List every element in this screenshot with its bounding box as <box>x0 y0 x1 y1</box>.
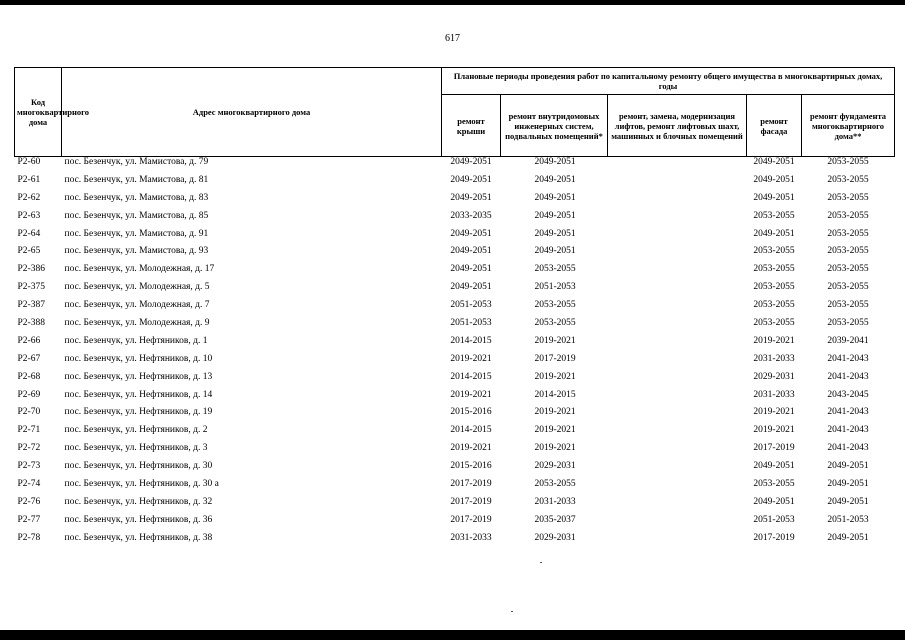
scan-speck <box>511 611 513 612</box>
cell-systems: 2049-2051 <box>534 246 576 257</box>
cell-foundation: 2049-2051 <box>827 479 869 490</box>
cell-lifts <box>608 533 747 551</box>
cell-roof: 2019-2021 <box>450 389 492 400</box>
cell-roof: 2031-2033 <box>450 532 492 543</box>
cell-lifts <box>608 425 747 443</box>
cell-foundation: 2053-2055 <box>827 264 869 275</box>
cell-address: пос. Безенчук, ул. Нефтяников, д. 14 <box>64 389 213 400</box>
repair-schedule-table <box>14 67 895 551</box>
cell-foundation: 2053-2055 <box>827 157 869 167</box>
cell-facade: 2019-2021 <box>753 407 795 418</box>
cell-roof: 2049-2051 <box>450 192 492 203</box>
cell-foundation: 2049-2051 <box>827 461 869 472</box>
cell-systems: 2019-2021 <box>534 371 576 382</box>
cell-systems: 2053-2055 <box>534 318 576 329</box>
cell-foundation: 2049-2051 <box>827 532 869 543</box>
cell-foundation: 2053-2055 <box>827 282 869 293</box>
cell-lifts <box>608 193 747 211</box>
cell-code: Р2-72 <box>17 443 41 454</box>
cell-lifts <box>608 372 747 390</box>
cell-systems: 2014-2015 <box>534 389 576 400</box>
cell-address: пос. Безенчук, ул. Мамистова, д. 85 <box>64 210 209 221</box>
cell-code: Р2-77 <box>17 514 41 525</box>
bottom-rule <box>0 630 905 640</box>
cell-roof: 2014-2015 <box>450 335 492 346</box>
cell-address: пос. Безенчук, ул. Нефтяников, д. 32 <box>64 496 213 507</box>
header-address: Адрес многоквартирного дома <box>62 68 442 157</box>
cell-lifts <box>608 264 747 282</box>
cell-foundation: 2053-2055 <box>827 210 869 221</box>
cell-facade: 2031-2033 <box>753 389 795 400</box>
cell-lifts <box>608 479 747 497</box>
cell-lifts <box>608 497 747 515</box>
cell-code: Р2-63 <box>17 210 41 221</box>
cell-roof: 2017-2019 <box>450 496 492 507</box>
cell-lifts <box>608 157 747 175</box>
cell-lifts <box>608 443 747 461</box>
cell-foundation: 2053-2055 <box>827 318 869 329</box>
cell-address: пос. Безенчук, ул. Молодежная, д. 9 <box>64 318 210 329</box>
cell-address: пос. Безенчук, ул. Нефтяников, д. 36 <box>64 514 213 525</box>
cell-lifts <box>608 515 747 533</box>
table-header <box>15 68 895 157</box>
table-body <box>15 157 895 551</box>
cell-systems: 2035-2037 <box>534 514 576 525</box>
cell-facade: 2053-2055 <box>753 264 795 275</box>
table-row <box>15 372 895 390</box>
cell-address: пос. Безенчук, ул. Мамистова, д. 81 <box>64 174 209 185</box>
header-roof: ремонт крыши <box>442 95 501 157</box>
cell-lifts <box>608 211 747 229</box>
table-row <box>15 461 895 479</box>
cell-systems: 2019-2021 <box>534 443 576 454</box>
cell-lifts <box>608 300 747 318</box>
cell-foundation: 2053-2055 <box>827 192 869 203</box>
table-row <box>15 336 895 354</box>
cell-lifts <box>608 175 747 193</box>
cell-systems: 2049-2051 <box>534 210 576 221</box>
cell-code: Р2-61 <box>17 174 41 185</box>
header-group: Плановые периоды проведения работ по капитальному ремонту общего имущества в многоквартирных домах, годы <box>442 68 895 95</box>
table-row <box>15 354 895 372</box>
header-systems: ремонт внутридомовых инженерных систем, подвальных помещений* <box>501 95 608 157</box>
cell-roof: 2033-2035 <box>450 210 492 221</box>
cell-foundation: 2041-2043 <box>827 425 869 436</box>
cell-code: Р2-68 <box>17 371 41 382</box>
cell-code: Р2-70 <box>17 407 41 418</box>
cell-systems: 2031-2033 <box>534 496 576 507</box>
cell-address: пос. Безенчук, ул. Нефтяников, д. 2 <box>64 425 208 436</box>
table-row <box>15 407 895 425</box>
cell-code: Р2-62 <box>17 192 41 203</box>
cell-facade: 2053-2055 <box>753 318 795 329</box>
cell-code: Р2-65 <box>17 246 41 257</box>
top-rule <box>0 0 905 5</box>
cell-address: пос. Безенчук, ул. Мамистова, д. 79 <box>64 157 209 167</box>
cell-foundation: 2053-2055 <box>827 246 869 257</box>
cell-facade: 2049-2051 <box>753 157 795 167</box>
cell-code: Р2-66 <box>17 335 41 346</box>
cell-code: Р2-387 <box>17 300 45 311</box>
table-row <box>15 157 895 175</box>
cell-facade: 2049-2051 <box>753 174 795 185</box>
cell-facade: 2049-2051 <box>753 496 795 507</box>
cell-code: Р2-73 <box>17 461 41 472</box>
cell-foundation: 2041-2043 <box>827 407 869 418</box>
cell-roof: 2049-2051 <box>450 282 492 293</box>
cell-roof: 2049-2051 <box>450 157 492 167</box>
cell-address: пос. Безенчук, ул. Мамистова, д. 91 <box>64 228 209 239</box>
table-row <box>15 193 895 211</box>
cell-foundation: 2049-2051 <box>827 496 869 507</box>
cell-facade: 2051-2053 <box>753 514 795 525</box>
table-row <box>15 264 895 282</box>
cell-systems: 2053-2055 <box>534 300 576 311</box>
cell-address: пос. Безенчук, ул. Нефтяников, д. 38 <box>64 532 213 543</box>
cell-code: Р2-64 <box>17 228 41 239</box>
cell-lifts <box>608 461 747 479</box>
cell-facade: 2017-2019 <box>753 443 795 454</box>
cell-lifts <box>608 390 747 408</box>
table-row <box>15 282 895 300</box>
cell-facade: 2029-2031 <box>753 371 795 382</box>
cell-systems: 2049-2051 <box>534 228 576 239</box>
cell-foundation: 2051-2053 <box>827 514 869 525</box>
header-lifts: ремонт, замена, модернизация лифтов, ремонт лифтовых шахт, машинных и блочных помещений <box>608 95 747 157</box>
table-row <box>15 515 895 533</box>
cell-foundation: 2053-2055 <box>827 228 869 239</box>
table-row <box>15 229 895 247</box>
cell-foundation: 2041-2043 <box>827 353 869 364</box>
cell-roof: 2051-2053 <box>450 300 492 311</box>
cell-facade: 2053-2055 <box>753 246 795 257</box>
table-row <box>15 533 895 551</box>
cell-facade: 2049-2051 <box>753 192 795 203</box>
cell-facade: 2049-2051 <box>753 228 795 239</box>
cell-address: пос. Безенчук, ул. Нефтяников, д. 30 <box>64 461 213 472</box>
cell-code: Р2-67 <box>17 353 41 364</box>
cell-lifts <box>608 354 747 372</box>
table-row <box>15 479 895 497</box>
header-foundation: ремонт фундамента многоквартирного дома** <box>802 95 895 157</box>
cell-roof: 2014-2015 <box>450 425 492 436</box>
cell-foundation: 2039-2041 <box>827 335 869 346</box>
cell-code: Р2-76 <box>17 496 41 507</box>
cell-facade: 2031-2033 <box>753 353 795 364</box>
table-row <box>15 390 895 408</box>
cell-code: Р2-60 <box>17 157 41 167</box>
cell-roof: 2014-2015 <box>450 371 492 382</box>
cell-address: пос. Безенчук, ул. Нефтяников, д. 10 <box>64 353 213 364</box>
cell-systems: 2049-2051 <box>534 192 576 203</box>
cell-systems: 2019-2021 <box>534 407 576 418</box>
cell-roof: 2019-2021 <box>450 353 492 364</box>
cell-foundation: 2041-2043 <box>827 443 869 454</box>
cell-systems: 2049-2051 <box>534 174 576 185</box>
cell-roof: 2017-2019 <box>450 479 492 490</box>
scan-speck <box>540 562 542 563</box>
cell-systems: 2029-2031 <box>534 532 576 543</box>
cell-foundation: 2053-2055 <box>827 174 869 185</box>
cell-roof: 2051-2053 <box>450 318 492 329</box>
cell-roof: 2019-2021 <box>450 443 492 454</box>
table-row <box>15 300 895 318</box>
cell-address: пос. Безенчук, ул. Молодежная, д. 5 <box>64 282 210 293</box>
table-row <box>15 318 895 336</box>
cell-facade: 2053-2055 <box>753 282 795 293</box>
table-row <box>15 443 895 461</box>
cell-code: Р2-74 <box>17 479 41 490</box>
cell-address: пос. Безенчук, ул. Мамистова, д. 93 <box>64 246 209 257</box>
table-row <box>15 425 895 443</box>
cell-roof: 2015-2016 <box>450 461 492 472</box>
cell-foundation: 2041-2043 <box>827 371 869 382</box>
cell-roof: 2017-2019 <box>450 514 492 525</box>
cell-code: Р2-386 <box>17 264 45 275</box>
cell-lifts <box>608 407 747 425</box>
cell-code: Р2-388 <box>17 318 45 329</box>
table-row <box>15 175 895 193</box>
cell-facade: 2053-2055 <box>753 300 795 311</box>
cell-code: Р2-78 <box>17 532 41 543</box>
cell-address: пос. Безенчук, ул. Молодежная, д. 17 <box>64 264 215 275</box>
cell-lifts <box>608 246 747 264</box>
cell-roof: 2015-2016 <box>450 407 492 418</box>
cell-facade: 2049-2051 <box>753 461 795 472</box>
cell-address: пос. Безенчук, ул. Нефтяников, д. 13 <box>64 371 213 382</box>
cell-roof: 2049-2051 <box>450 228 492 239</box>
cell-systems: 2017-2019 <box>534 353 576 364</box>
cell-code: Р2-375 <box>17 282 45 293</box>
cell-lifts <box>608 318 747 336</box>
table-row <box>15 246 895 264</box>
cell-code: Р2-71 <box>17 425 41 436</box>
cell-systems: 2049-2051 <box>534 157 576 167</box>
cell-code: Р2-69 <box>17 389 41 400</box>
cell-facade: 2019-2021 <box>753 335 795 346</box>
cell-roof: 2049-2051 <box>450 246 492 257</box>
cell-systems: 2051-2053 <box>534 282 576 293</box>
cell-systems: 2053-2055 <box>534 479 576 490</box>
cell-facade: 2053-2055 <box>753 210 795 221</box>
cell-lifts <box>608 229 747 247</box>
cell-facade: 2019-2021 <box>753 425 795 436</box>
cell-facade: 2017-2019 <box>753 532 795 543</box>
cell-address: пос. Безенчук, ул. Нефтяников, д. 1 <box>64 335 208 346</box>
cell-roof: 2049-2051 <box>450 264 492 275</box>
cell-address: пос. Безенчук, ул. Нефтяников, д. 19 <box>64 407 213 418</box>
cell-systems: 2019-2021 <box>534 425 576 436</box>
cell-address: пос. Безенчук, ул. Молодежная, д. 7 <box>64 300 210 311</box>
page-number: 617 <box>445 33 460 44</box>
header-facade: ремонт фасада <box>747 95 802 157</box>
cell-roof: 2049-2051 <box>450 174 492 185</box>
cell-foundation: 2043-2045 <box>827 389 869 400</box>
header-code: Код многоквартирного дома <box>15 68 62 157</box>
cell-systems: 2029-2031 <box>534 461 576 472</box>
cell-systems: 2053-2055 <box>534 264 576 275</box>
table-row <box>15 497 895 515</box>
table-row <box>15 211 895 229</box>
cell-address: пос. Безенчук, ул. Нефтяников, д. 3 <box>64 443 208 454</box>
cell-address: пос. Безенчук, ул. Нефтяников, д. 30 а <box>64 479 219 490</box>
cell-systems: 2019-2021 <box>534 335 576 346</box>
cell-facade: 2053-2055 <box>753 479 795 490</box>
cell-lifts <box>608 336 747 354</box>
cell-foundation: 2053-2055 <box>827 300 869 311</box>
cell-address: пос. Безенчук, ул. Мамистова, д. 83 <box>64 192 209 203</box>
cell-lifts <box>608 282 747 300</box>
